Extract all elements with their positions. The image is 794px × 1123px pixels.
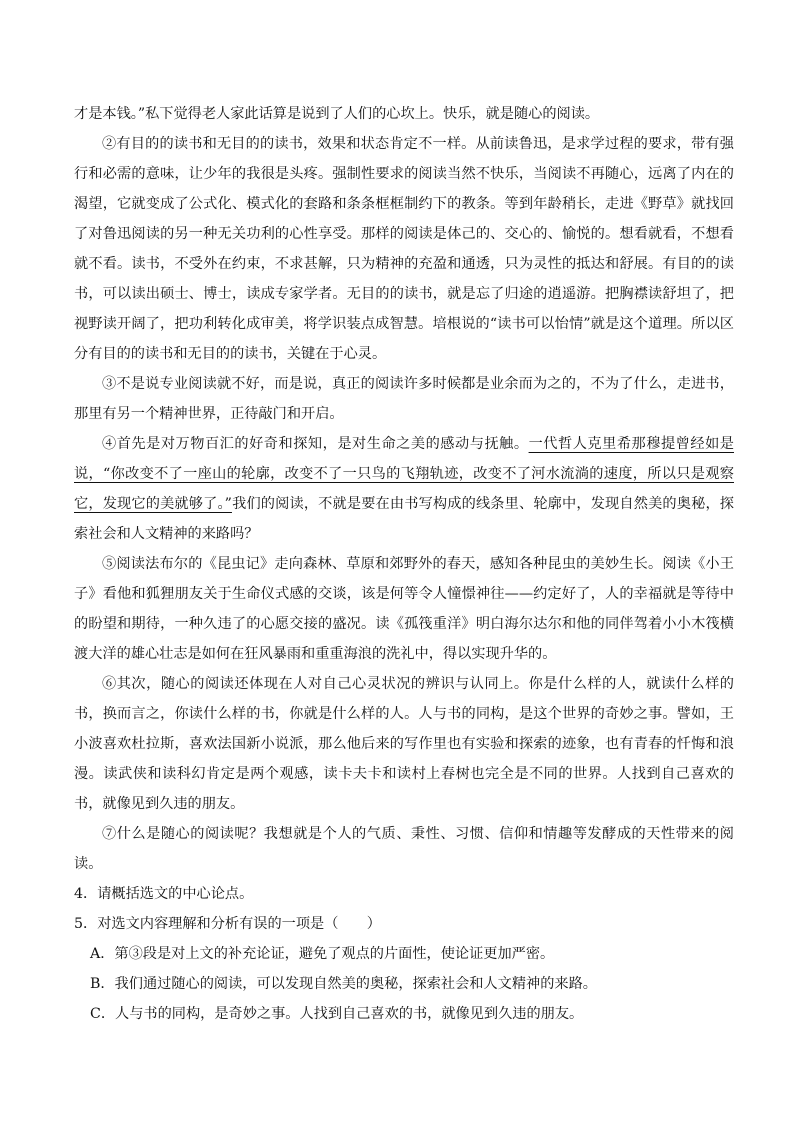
paragraph-4 [74,429,734,549]
option-b: B．我们通过随心的阅读，可以发现自然美的奥秘，探索社会和人文精神的来路。 [90,976,597,992]
paragraph-4-lead: ④首先是对万物百汇的好奇和探知，是对生命之美的感动与抚触。 [102,436,529,452]
paragraph-continuation: 才是本钱。”私下觉得老人家此话算是说到了人们的心坎上。快乐，就是随心的阅读。 [74,106,600,122]
passage-body [74,99,734,1029]
paragraph-2: ②有目的的读书和无目的的读书，效果和状态肯定不一样。从前读鲁迅，是求学过程的要求，带有强行和必需的意味，让少年的我很是头疼。强制性要求的阅读当然不快乐，当阅读不再随心，远离了内在的渴望，它就变成了公式化、模式化的套路和条条框框制约下的教条。等到年龄稍长，走进《野草》就找回了对鲁迅阅读的另一种无关功利的心性享受。那样的阅读是体己的、交心的、愉悦的。想看就看，不想看就不看。读书，不受外在约束，不求甚解，只为精神的充盈和通透，只为灵性的抵达和舒展。有目的的读书，可以读出硕士、博士，读成专家学者。无目的的读书，就是忘了归途的逍遥游。把胸襟读舒坦了，把视野读开阔了，把功利转化成审美，将学识装点成智慧。培根说的“读书可以怡情”就是这个道理。所以区分有目的的读书和无目的的读书，关键在于心灵。 [74,136,734,362]
option-a: A．第③段是对上文的补充论证，避免了观点的片面性，使论证更加严密。 [90,946,555,962]
paragraph-3: ③不是说专业阅读就不好，而是说，真正的阅读许多时候都是业余而为之的，不为了什么，走进书，那里有另一个精神世界，正待敲门和开启。 [74,376,734,422]
paragraph-5: ⑤阅读法布尔的《昆虫记》走向森林、草原和郊野外的春天，感知各种昆虫的美妙生长。阅读《小王子》看他和狐狸朋友关于生命仪式感的交谈，该是何等令人憧憬神往——约定好了，人的幸福就是等待中的盼望和期待，一种久违了的心愿交接的盛况。读《孤筏重洋》明白海尔达尔和他的同伴驾着小小木筏横渡大洋的雄心壮志是如何在狂风暴雨和重重海浪的洗礼中，得以实现升华的。 [74,556,734,662]
paragraph-7: ⑦什么是随心的阅读呢？我想就是个人的气质、秉性、习惯、信仰和情趣等发酵成的天性带来的阅读。 [74,826,734,872]
underlined-quote: 一代哲人克里希那穆提曾经如是说，“你改变不了一座山的轮廓，改变不了一只鸟的飞翔轨迹，改变不了河水流淌的速度，所以只是观察它，发现它的美就够了。” [74,436,734,512]
option-c: C．人与书的同构，是奇妙之事。人找到自己喜欢的书，就像见到久违的朋友。 [90,1006,584,1022]
question-5: 5．对选文内容理解和分析有误的一项是（ ） [74,916,381,932]
question-4: 4．请概括选文的中心论点。 [74,886,254,902]
paragraph-4-tail: 我们的阅读，不就是要在由书写构成的线条里、轮廓中，发现自然美的奥秘，探索社会和人文精神的来路吗？ [74,496,734,542]
paragraph-6: ⑥其次，随心的阅读还体现在人对自己心灵状况的辨识与认同上。你是什么样的人，就读什么样的书，换而言之，你读什么样的书，你就是什么样的人。人与书的同构，是这个世界的奇妙之事。譬如，王小波喜欢杜拉斯，喜欢法国新小说派，那么他后来的写作里也有实验和探索的迹象，也有青春的忏悔和浪漫。读武侠和读科幻肯定是两个观感，读卡夫卡和读村上春树也完全是不同的世界。人找到自己喜欢的书，就像见到久违的朋友。 [74,676,734,812]
